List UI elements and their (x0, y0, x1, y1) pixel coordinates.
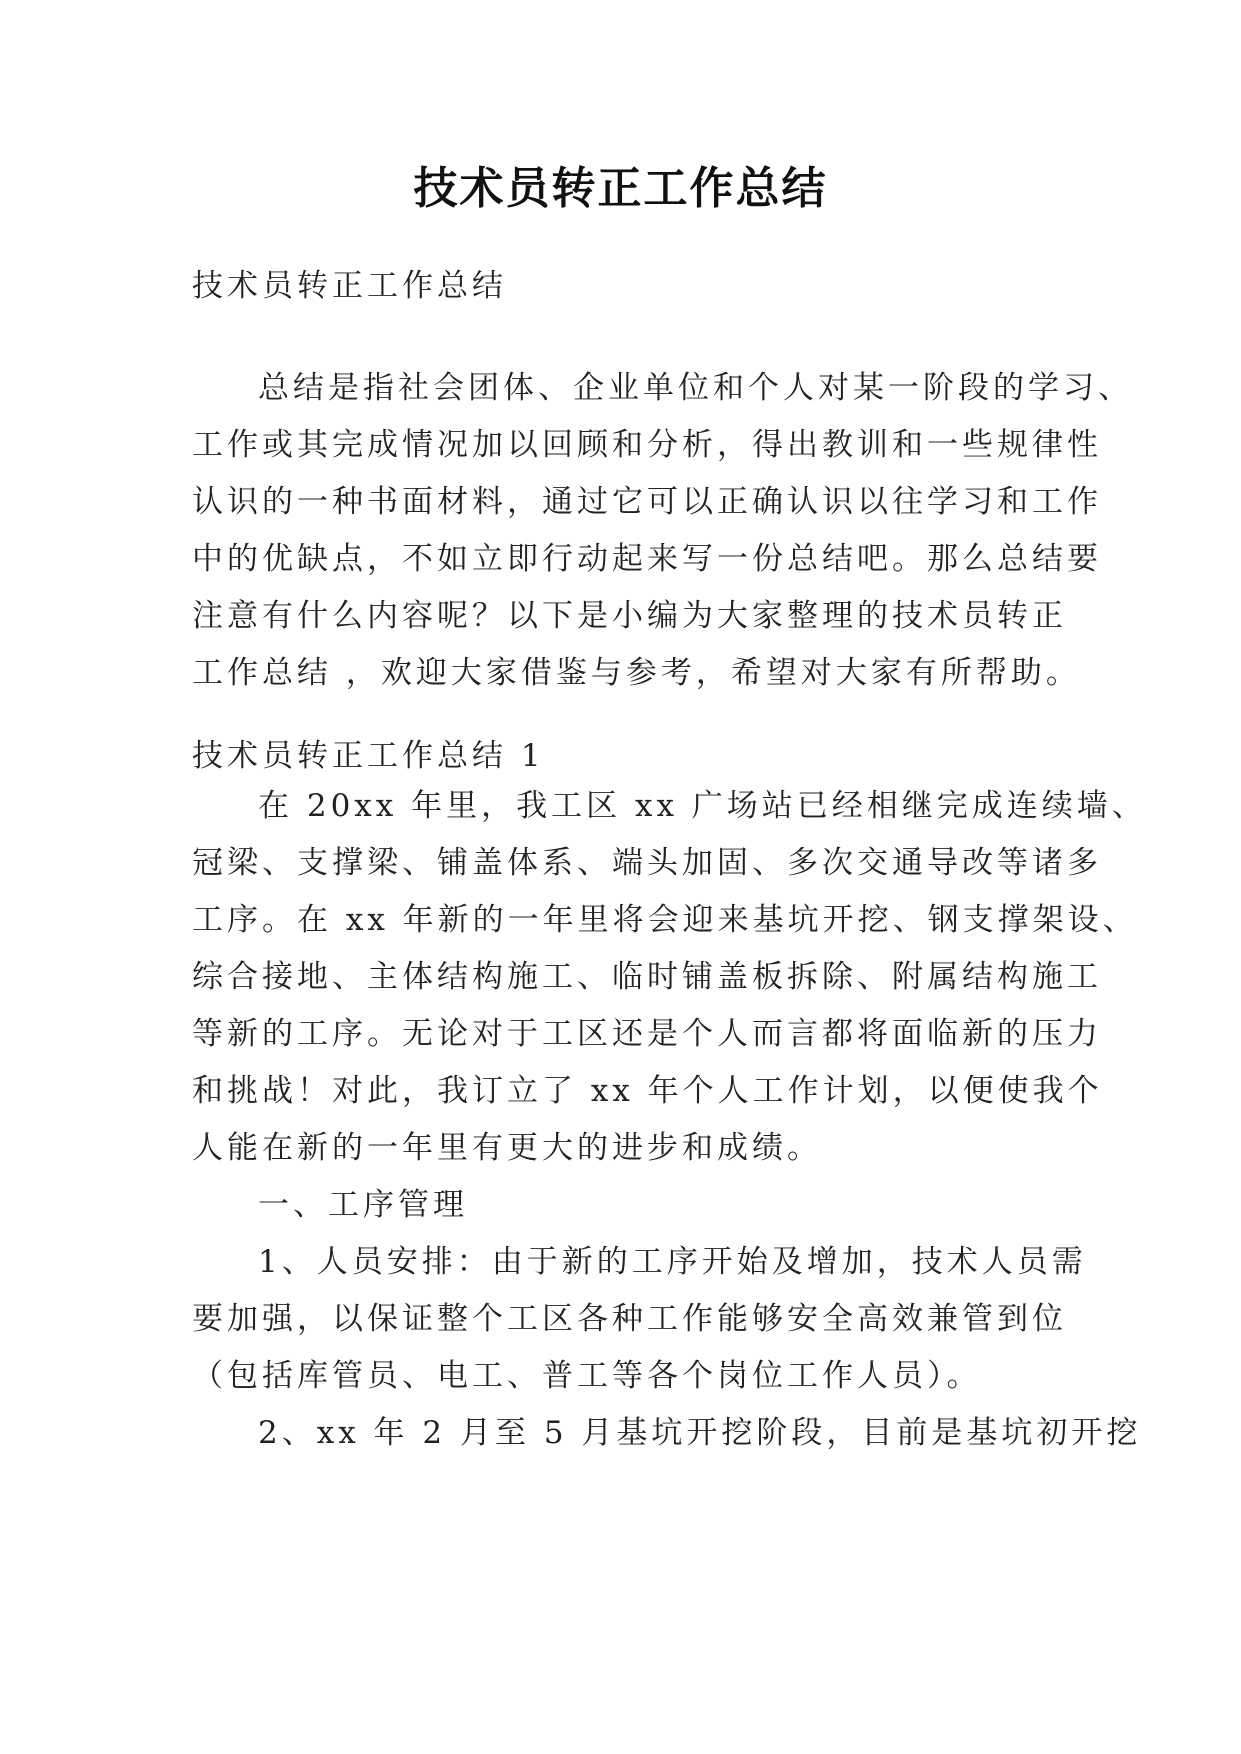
body-line: 人能在新的一年里有更大的进步和成绩。 (192, 1130, 822, 1166)
body-line: 在 20xx 年里，我工区 xx 广场站已经相继完成连续墙、 (258, 788, 1147, 824)
subtitle-line: 技术员转正工作总结 (192, 268, 507, 304)
document-subtitle (192, 258, 1062, 315)
body-line: 工序。在 xx 年新的一年里将会迎来基坑开挖、钢支撑架设、 (192, 902, 1138, 938)
intro-line: 注意有什么内容呢？以下是小编为大家整理的技术员转正 (192, 598, 1067, 634)
body-line: 综合接地、主体结构施工、临时铺盖板拆除、附属结构施工 (192, 959, 1102, 995)
item-line: 要加强，以保证整个工区各种工作能够安全高效兼管到位 (192, 1301, 1067, 1337)
intro-paragraph (192, 360, 1133, 702)
body-line: 等新的工序。无论对于工区还是个人而言都将面临新的压力 (192, 1016, 1102, 1052)
item-line: （包括库管员、电工、普工等各个岗位工作人员）。 (192, 1358, 982, 1394)
intro-line: 工作或其完成情况加以回顾和分析，得出教训和一些规律性 (192, 427, 1102, 463)
body-line: 冠梁、支撑梁、铺盖体系、端头加固、多次交通导改等诸多 (192, 845, 1102, 881)
intro-line: 工作总结 ，欢迎大家借鉴与参考，希望对大家有所帮助。 (192, 655, 1081, 691)
section-heading-line: 技术员转正工作总结 1 (192, 738, 545, 774)
subheading-line: 一、工序管理 (258, 1187, 468, 1223)
body-line: 和挑战！对此，我订立了 xx 年个人工作计划，以便使我个 (192, 1073, 1103, 1109)
intro-line: 认识的一种书面材料，通过它可以正确认识以往学习和工作 (192, 484, 1102, 520)
intro-line: 中的优缺点，不如立即行动起来写一份总结吧。那么总结要 (192, 541, 1102, 577)
page-title: 技术员转正工作总结 (413, 163, 828, 214)
section1-paragraph (192, 778, 1147, 1462)
item-line: 2、xx 年 2 月至 5 月基坑开挖阶段，目前是基坑初开挖 (258, 1415, 1142, 1451)
intro-line: 总结是指社会团体、企业单位和个人对某一阶段的学习、 (258, 370, 1133, 406)
item-line: 1、人员安排：由于新的工序开始及增加，技术人员需 (258, 1244, 1087, 1280)
section-heading (192, 728, 1062, 785)
